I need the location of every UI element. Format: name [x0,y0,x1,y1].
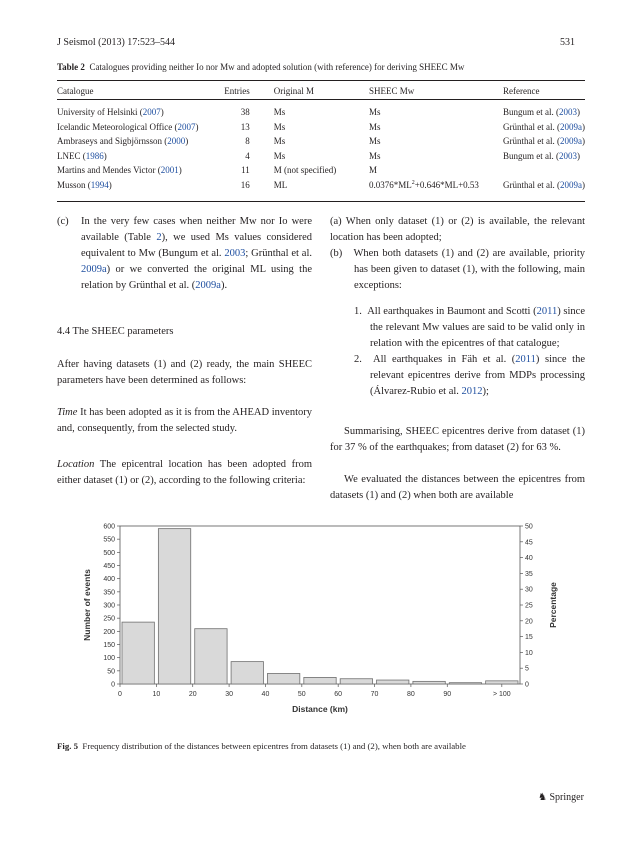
cell-entries: 13 [240,121,250,132]
x-tick-label: 10 [152,691,161,698]
citation-link[interactable]: 2009a [81,264,107,275]
figure-caption [57,741,466,751]
cell-reference [503,163,585,178]
page-number: 531 [560,37,575,48]
citation-link[interactable]: 2009a [560,179,582,190]
item-b-marker: (b) [330,248,343,259]
y-tick-label: 50 [107,668,115,676]
cell-reference [503,178,585,193]
catalogue-text: Icelandic Meteorological Office ( [57,121,178,132]
catalogue-text: Ambraseys and Sigbjörnsson ( [57,136,168,147]
table-row [57,120,585,135]
citation-link[interactable]: 1994 [90,179,109,190]
cell-entries: 11 [241,165,250,176]
sub-item-1 [342,304,585,352]
cell-original-m: ML [273,179,288,190]
y2-tick-label: 20 [525,618,533,626]
cell-original-m: Ms [273,150,286,161]
y-tick-label: 350 [103,589,115,597]
cell-reference [503,134,585,149]
x-axis-label: Distance (km) [292,704,348,714]
sub-item-text: ) since the relevant epicentres derive from MDPs processing (Álvarez-Rubio et al. [370,354,585,397]
catalogue-text: Musson ( [57,179,91,190]
y-tick-label: 300 [103,602,115,610]
x-tick-label: 20 [188,691,197,698]
cell-entries: 16 [240,179,250,190]
y-tick-label: 450 [103,563,115,570]
x-tick-label: 50 [297,691,306,698]
sub-item-text: ); [482,386,489,397]
citation-link[interactable]: 2011 [536,306,558,317]
time-text: It has been adopted as it is from the AHEAD inventory and, consequently, from the selected study. [57,407,312,434]
y2-tick-label: 10 [525,649,533,657]
citation-link[interactable]: 2003 [559,150,578,161]
cell-catalogue [57,120,211,135]
item-a: (a) When only dataset (1) or (2) is available, the relevant location has been adopted; [330,216,585,243]
catalogue-text: ) [160,107,164,118]
cell-entries: 8 [245,136,250,147]
x-tick-label: 80 [407,691,415,698]
y-tick-label: 550 [103,536,115,544]
sheec-mw-text: Ms [369,150,381,161]
citation-link[interactable]: 2009a [195,280,221,291]
x-tick-label: 40 [261,691,270,698]
item-c [57,214,312,294]
table-label: Table 2 [57,62,85,72]
item-c-text: ) or we converted the original ML using the relation by Grünthal et al. ( [81,264,312,291]
histogram-bar [267,673,299,684]
right-column [330,214,585,400]
sub-item-marker: 1. [354,306,362,317]
cell-catalogue [57,99,211,120]
cell-sheec-mw [369,99,503,120]
y2-tick-label: 0 [525,681,529,689]
table-bottom-rule [57,201,585,202]
table-caption-text: Catalogues providing neither Io nor Mw and adopted solution (with reference) for deriving SHEEC Mw [89,62,465,72]
cell-catalogue [57,163,211,178]
sheec-mw-text: Ms [369,107,381,118]
histogram-bar [340,679,372,684]
left-column [57,214,312,294]
x-tick-label: 0 [118,691,122,698]
citation-link[interactable]: 2003 [559,107,578,118]
citation-link[interactable]: 2003 [224,248,246,259]
y2-tick-label: 40 [525,555,533,563]
cell-reference [503,99,585,120]
catalogue-text: ) [195,121,199,132]
y2-axis-label: Percentage [548,582,558,628]
reference-text: Grünthal et al. ( [503,179,560,190]
cell-catalogue [57,149,211,164]
paragraph-time [57,405,312,437]
reference-text: Bungum et al. ( [503,107,560,118]
x-tick-label: 60 [334,691,343,698]
item-c-text: ), we used Ms values considered equivalent to Mw (Bungum et al. [81,232,312,259]
citation-link[interactable]: 2007 [142,107,161,118]
citation-link[interactable]: 2001 [160,165,179,176]
paragraph-location [57,457,312,489]
table-ref-link[interactable]: 2 [156,232,162,243]
item-b [330,246,585,294]
sheec-mw-text: +0.646*ML+0.53 [414,179,479,190]
sheec-mw-text: M [369,165,378,176]
histogram-bar [122,622,154,684]
histogram-bar [486,681,518,684]
table-row [57,99,585,120]
x-tick-label: > 100 [492,691,511,698]
y-tick-label: 150 [103,642,115,649]
col-header-reference: Reference [503,85,540,96]
superscript: 2 [411,179,415,186]
sub-item-text: All earthquakes in Fäh et al. ( [373,354,516,365]
item-b-text: When both datasets (1) and (2) are available, priority has been given to dataset (1), with the following, main exceptions: [353,248,585,291]
reference-text: ) [582,121,585,132]
cell-sheec-mw [369,163,503,178]
cell-sheec-mw [369,120,503,135]
reference-text: ) [577,150,581,161]
histogram-bar [377,680,409,684]
col-header-sheec-mw: SHEEC Mw [369,85,415,96]
y2-tick-label: 15 [525,634,533,642]
cell-entries: 4 [245,150,250,161]
item-c-marker: (c) [57,216,69,227]
item-c-text: ). [220,280,228,291]
sub-item-text: ) since the relevant Mw values are said to be valid only in relation with the epicentres of that catalogue; [370,306,585,349]
sub-item-2 [342,352,585,400]
col-header-catalogue: Catalogue [57,85,94,96]
catalogue-text: LNEC ( [57,150,86,161]
reference-text: Grünthal et al. ( [503,121,560,132]
location-text: The epicentral location has been adopted from either dataset (1) or (2), according to the following criteria: [57,459,312,486]
paragraph-evaluation: We evaluated the distances between the epicentres from datasets (1) and (2) when both are available [330,474,585,501]
y2-tick-label: 30 [525,586,533,594]
sheec-mw-text: Ms [369,136,381,147]
y-tick-label: 500 [103,549,115,557]
cell-original-m: Ms [273,121,286,132]
publisher-logo [538,792,584,803]
cell-reference [503,120,585,135]
cell-entries: 38 [240,107,250,118]
paragraph: After having datasets (1) and (2) ready, the main SHEEC parameters have been determined as follows: [57,359,312,386]
y-tick-label: 200 [103,628,115,636]
cell-sheec-mw [369,178,503,193]
citation-link[interactable]: 2007 [177,121,196,132]
sheec-mw-text: Ms [369,121,381,132]
histogram-bar [304,677,336,684]
y2-tick-label: 25 [525,602,533,610]
citation-link[interactable]: 2009a [560,121,582,132]
table-caption [57,62,585,72]
cell-catalogue [57,178,211,193]
reference-text: ) [577,107,581,118]
catalogue-text: ) [103,150,107,161]
x-tick-label: 90 [443,691,452,698]
citation-link[interactable]: 2000 [167,136,186,147]
cell-sheec-mw [369,134,503,149]
item-c-text: In the very few cases when neither Mw nor Io were available (Table [80,216,312,243]
col-header-entries: Entries [224,85,250,96]
x-tick-label: 70 [370,691,379,698]
catalogue-text: ) [108,179,112,190]
springer-horse-icon: ♞ [538,792,547,803]
histogram-bar [195,629,227,684]
catalogue-text: ) [178,165,182,176]
y-tick-label: 400 [103,576,115,584]
item-c-text: ; Grünthal et al. [245,248,312,259]
table-header-rule [57,99,585,100]
cell-original-m: Ms [273,136,286,147]
cell-reference [503,149,585,164]
table-top-rule [57,80,585,81]
y2-tick-label: 5 [525,665,529,673]
reference-text: ) [582,136,585,147]
y-axis-label: Number of events [82,569,92,641]
catalogue-text: ) [185,136,189,147]
paragraph-summary: Summarising, SHEEC epicentres derive from dataset (1) for 37 % of the earthquakes; from dataset (2) for 63 %. [330,426,585,453]
catalogue-text: University of Helsinki ( [57,107,143,118]
y2-tick-label: 45 [525,539,533,547]
x-tick-label: 30 [225,691,233,698]
citation-link[interactable]: 2011 [515,354,536,365]
cell-catalogue [57,134,211,149]
citation-link[interactable]: 1986 [85,150,104,161]
cell-original-m: Ms [273,107,286,118]
histogram-bar [413,681,445,684]
reference-text: Bungum et al. ( [503,150,560,161]
histogram-bar [231,662,263,684]
histogram-bar [158,529,190,684]
y-tick-label: 0 [111,681,115,689]
y-tick-label: 250 [103,615,115,623]
y2-tick-label: 50 [525,523,533,531]
table-row [57,134,585,149]
catalogue-text: Martins and Mendes Victor ( [57,165,161,176]
histogram-bar [449,683,481,684]
table-row [57,178,585,193]
sheec-mw-text: 0.0376*ML [369,179,412,190]
citation-link[interactable]: 2009a [560,136,582,147]
table-row [57,149,585,164]
figure-label: Fig. 5 [57,741,79,751]
col-header-original-m: Original M [273,85,315,96]
citation-link[interactable]: 2012 [461,386,483,397]
cell-sheec-mw [369,149,503,164]
cell-original-m: M (not specified) [273,165,337,176]
time-label: Time [57,407,78,418]
publisher-name: Springer [549,792,584,803]
section-title: 4.4 The SHEEC parameters [57,326,174,337]
y-tick-label: 100 [103,655,115,663]
sub-item-text: All earthquakes in Baumont and Scotti ( [367,306,537,317]
reference-text: ) [582,179,585,190]
distance-histogram-chart [60,512,580,732]
sub-item-marker: 2. [354,354,362,365]
y2-tick-label: 35 [525,570,533,578]
table-row [57,163,585,178]
location-label: Location [57,459,95,470]
running-header-journal: J Seismol (2013) 17:523–544 [57,37,176,48]
y-tick-label: 600 [103,523,115,531]
figure-caption-text: Frequency distribution of the distances between epicentres from datasets (1) and (2), when both are available [82,741,466,751]
table-header-row [57,82,585,99]
reference-text: Grünthal et al. ( [503,136,560,147]
